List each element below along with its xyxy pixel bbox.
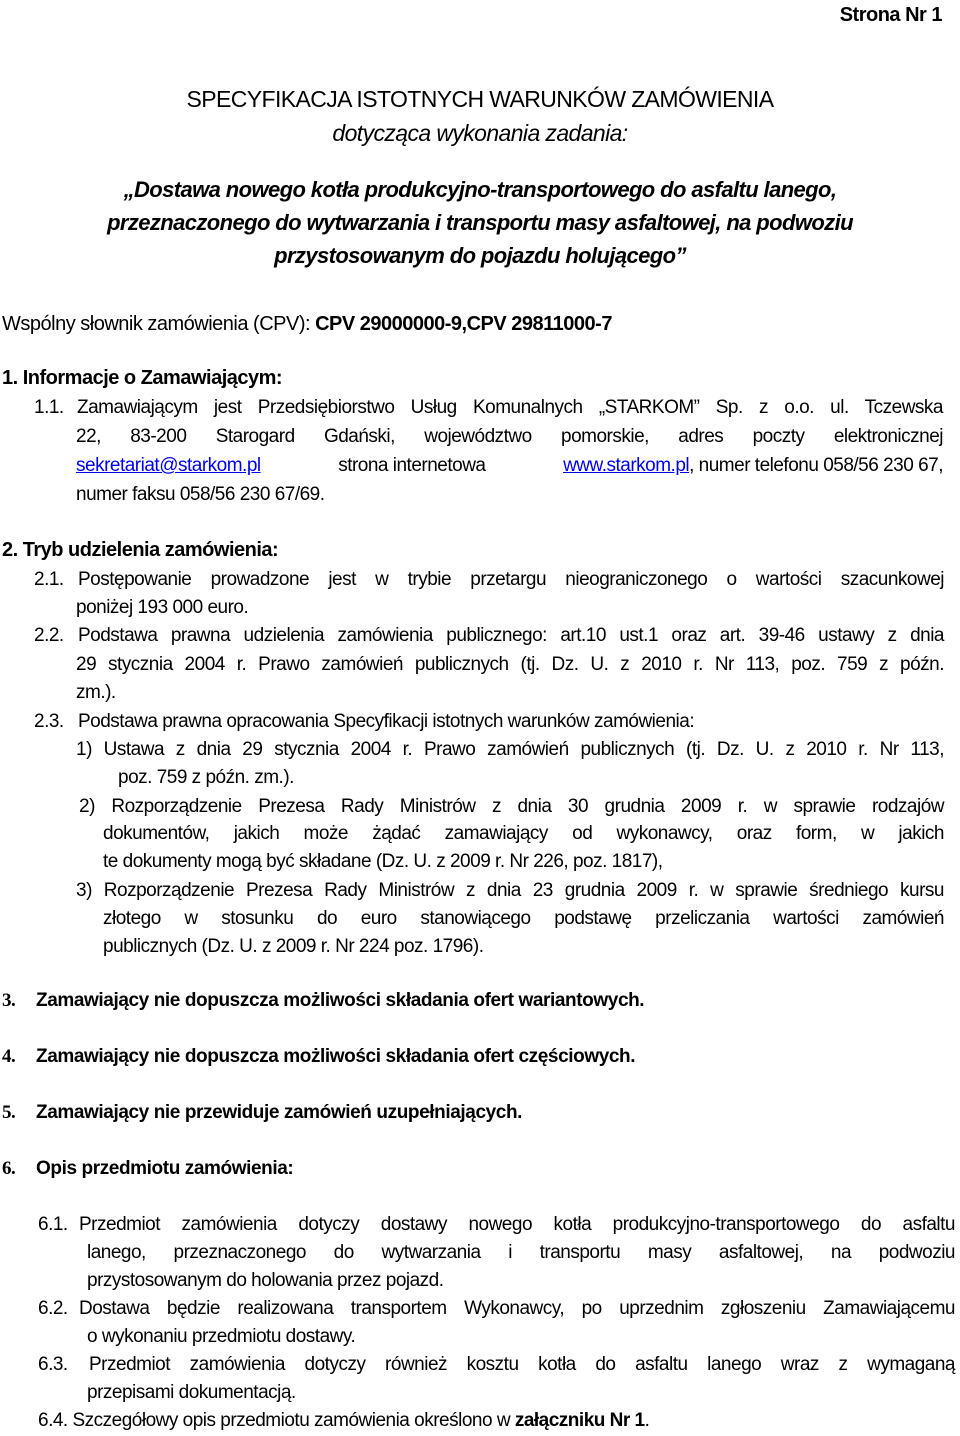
paragraph-1-1-number: 1.1.	[34, 397, 64, 418]
legal-basis-item-2-cont	[103, 823, 944, 845]
phone-number: , numer telefonu 058/56 230 67,	[689, 455, 943, 476]
paragraph-2-2-line	[76, 654, 944, 676]
page-number: Strona Nr 1	[839, 4, 942, 26]
paragraph-text: Dostawa będzie realizowana transportem Wykonawcy, po uprzednim zgłoszeniu Zamawiającemu	[79, 1298, 955, 1319]
paragraph-1-1-line	[76, 426, 943, 448]
section-6	[2, 1158, 294, 1180]
section-5-text: Zamawiający nie przewiduje zamówień uzupełniających.	[36, 1102, 523, 1123]
paragraph-text: 2) Rozporządzenie Prezesa Rady Ministrów z dnia 30 grudnia 2009 r. w sprawie rodzajów	[79, 796, 944, 817]
paragraph-2-1-line	[78, 569, 944, 591]
section-1-heading: 1. Informacje o Zamawiającym:	[2, 367, 283, 389]
paragraph-6-1-line: przystosowanym do holowania przez pojazd.	[87, 1270, 444, 1291]
section-3-text: Zamawiający nie dopuszcza możliwości składania ofert wariantowych.	[36, 990, 645, 1011]
section-5	[2, 1102, 523, 1124]
paragraph-6-3-number: 6.3.	[38, 1354, 68, 1375]
paragraph-text: Postępowanie prowadzone jest w trybie przetargu nieograniczonego o wartości szacunkowej	[78, 569, 944, 590]
legal-basis-item-3-cont: publicznych (Dz. U. z 2009 r. Nr 224 poz. 1796).	[103, 936, 484, 957]
section-5-number: 5.	[2, 1102, 16, 1123]
paragraph-2-3-line: Podstawa prawna opracowania Specyfikacji istotnych warunków zamówienia:	[78, 711, 695, 732]
paragraph-2-1-line: poniżej 193 000 euro.	[76, 597, 249, 618]
legal-basis-item-2-cont: te dokumenty mogą być składane (Dz. U. z 2009 r. Nr 226, poz. 1817),	[103, 851, 663, 872]
paragraph-text: lanego, przeznaczonego do wytwarzania i transportu masy asfaltowej, na podwoziu	[87, 1242, 955, 1263]
paragraph-6-4	[38, 1410, 649, 1432]
section-3	[2, 990, 645, 1012]
contact-line	[76, 455, 943, 477]
section-4-number: 4.	[2, 1046, 16, 1067]
paragraph-6-2-line: o wykonaniu przedmiotu dostawy.	[87, 1326, 356, 1347]
paragraph-text: Podstawa prawna udzielenia zamówienia publicznego: art.10 ust.1 oraz art. 39-46 ustawy z dnia	[78, 625, 944, 646]
section-4	[2, 1046, 636, 1068]
paragraph-6-2-line	[79, 1298, 955, 1320]
legal-basis-item-1	[76, 739, 944, 761]
contract-subject-line: przeznaczonego do wytwarzania i transportu masy asfaltowej, na podwoziu	[107, 210, 853, 235]
paragraph-6-4-number: 6.4.	[38, 1410, 68, 1431]
document-title: SPECYFIKACJA ISTOTNYCH WARUNKÓW ZAMÓWIENIA	[186, 86, 774, 112]
legal-basis-item-2	[79, 796, 944, 818]
paragraph-text: Zamawiającym jest Przedsiębiorstwo Usług Komunalnych „STARKOM” Sp. z o.o. ul. Tczewska	[77, 397, 943, 418]
document-subtitle: dotycząca wykonania zadania:	[332, 120, 628, 146]
paragraph-6-3-line	[89, 1354, 955, 1376]
website-link[interactable]: www.starkom.pl	[563, 455, 690, 476]
cpv-codes: CPV 29000000-9,CPV 29811000-7	[315, 313, 612, 335]
website-label: strona internetowa	[338, 455, 486, 476]
paragraph-text: Przedmiot zamówienia dotyczy również kosztu kotła do asfaltu lanego wraz z wymaganą	[89, 1354, 955, 1375]
attachment-reference: załączniku Nr 1	[514, 1410, 645, 1431]
cpv-line	[2, 313, 612, 336]
paragraph-text: 22, 83-200 Starogard Gdański, województwo pomorskie, adres poczty elektronicznej	[76, 426, 943, 447]
paragraph-6-2-number: 6.2.	[38, 1298, 68, 1319]
cpv-label: Wspólny słownik zamówienia (CPV):	[2, 313, 311, 335]
paragraph-text: dokumentów, jakich może żądać zamawiający od wykonawcy, oraz form, w jakich	[103, 823, 944, 844]
paragraph-text: 1) Ustawa z dnia 29 stycznia 2004 r. Prawo zamówień publicznych (tj. Dz. U. z 2010 r. Nr 113,	[76, 739, 944, 760]
contract-subject-line: „Dostawa nowego kotła produkcyjno-transportowego do asfaltu lanego,	[123, 177, 837, 202]
section-2-heading: 2. Tryb udzielenia zamówienia:	[2, 539, 279, 561]
paragraph-2-3-number: 2.3.	[34, 711, 64, 732]
paragraph-6-1-number: 6.1.	[38, 1214, 68, 1235]
section-6-heading: Opis przedmiotu zamówienia:	[36, 1158, 294, 1179]
paragraph-1-1-line	[77, 397, 943, 419]
section-6-number: 6.	[2, 1158, 16, 1179]
paragraph-2-2-line: zm.).	[76, 682, 116, 703]
paragraph-text: 29 stycznia 2004 r. Prawo zamówień publicznych (tj. Dz. U. z 2010 r. Nr 113, poz. 759 z późn.	[76, 654, 944, 675]
legal-basis-item-3-cont	[103, 908, 944, 930]
paragraph-text: Przedmiot zamówienia dotyczy dostawy nowego kotła produkcyjno-transportowego do asfaltu	[79, 1214, 955, 1235]
paragraph-text: 3) Rozporządzenie Prezesa Rady Ministrów z dnia 23 grudnia 2009 r. w sprawie średniego kursu	[76, 880, 944, 901]
paragraph-6-1-line	[87, 1242, 955, 1264]
legal-basis-item-1-cont: poz. 759 z późn. zm.).	[118, 767, 294, 788]
paragraph-2-1-number: 2.1.	[34, 569, 64, 590]
contract-subject	[0, 173, 960, 272]
paragraph-6-3-line: przepisami dokumentacją.	[87, 1382, 296, 1403]
paragraph-2-2-number: 2.2.	[34, 625, 64, 646]
paragraph-text: złotego w stosunku do euro stanowiącego podstawę przeliczania wartości zamówień	[103, 908, 944, 929]
section-3-number: 3.	[2, 990, 16, 1011]
paragraph-6-4-text: Szczegółowy opis przedmiotu zamówienia określono w	[72, 1410, 511, 1431]
email-link[interactable]: sekretariat@starkom.pl	[76, 455, 261, 476]
fax-number: numer faksu 058/56 230 67/69.	[76, 484, 325, 505]
paragraph-6-4-end: .	[644, 1410, 650, 1431]
contract-subject-line: przystosowanym do pojazdu holującego”	[274, 243, 686, 268]
section-4-text: Zamawiający nie dopuszcza możliwości składania ofert częściowych.	[36, 1046, 636, 1067]
paragraph-6-1-line	[79, 1214, 955, 1236]
paragraph-2-2-line	[78, 625, 944, 647]
legal-basis-item-3	[76, 880, 944, 902]
